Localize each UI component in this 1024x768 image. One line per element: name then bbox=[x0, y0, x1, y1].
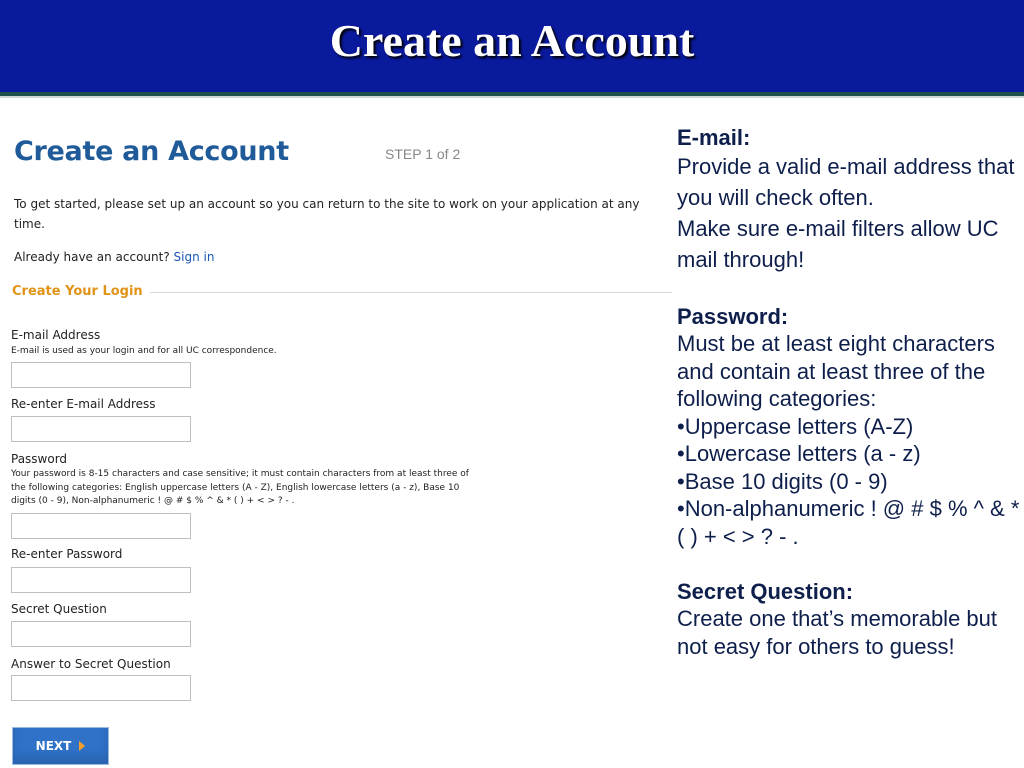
next-button-label: NEXT bbox=[35, 739, 72, 753]
secret-answer-input[interactable] bbox=[11, 675, 191, 701]
slide-title: Create an Account bbox=[329, 15, 695, 66]
password-confirm-label: Re-enter Password bbox=[11, 547, 123, 561]
password-confirm-input[interactable] bbox=[11, 567, 191, 593]
form-heading: Create an Account bbox=[14, 136, 289, 167]
section-divider bbox=[150, 292, 672, 293]
password-note-bullet: •Uppercase letters (A-Z) bbox=[677, 413, 914, 439]
email-note-line: Make sure e-mail filters allow UC mail through! bbox=[677, 216, 999, 272]
email-note-line: Provide a valid e-mail address that you will check often. bbox=[677, 154, 1015, 210]
header-divider bbox=[0, 96, 1024, 98]
password-note-heading: Password: bbox=[677, 304, 789, 329]
email-note bbox=[677, 124, 1021, 275]
secret-note bbox=[677, 578, 1021, 660]
password-note-bullet: •Base 10 digits (0 - 9) bbox=[677, 468, 888, 494]
step-indicator: STEP 1 of 2 bbox=[385, 146, 461, 162]
email-note-heading: E-mail: bbox=[677, 125, 751, 150]
password-hint: Your password is 8-15 characters and case sensitive; it must contain characters from at least three of the following categories: English uppercase letters (A - Z), English lowercase letters (a - z), Base 10 digits (0 - 9), Non-alphanumeric ! @ # $ % ^ & * ( ) + < > ? - . bbox=[11, 469, 469, 506]
password-input[interactable] bbox=[11, 513, 191, 539]
sign-in-link[interactable]: Sign in bbox=[173, 250, 215, 264]
signin-prompt: Already have an account? bbox=[14, 250, 170, 264]
section-title-create-login: Create Your Login bbox=[12, 284, 143, 299]
email-confirm-label: Re-enter E-mail Address bbox=[11, 397, 156, 411]
email-input[interactable] bbox=[11, 362, 191, 388]
email-hint: E-mail is used as your login and for all UC correspondence. bbox=[11, 346, 277, 356]
password-note-bullet: •Non-alphanumeric ! @ # $ % ^ & * ( ) + < > ? - . bbox=[677, 496, 1020, 549]
next-button[interactable] bbox=[12, 727, 109, 765]
secret-question-input[interactable] bbox=[11, 621, 191, 647]
secret-answer-label: Answer to Secret Question bbox=[11, 657, 171, 671]
account-form-screenshot bbox=[0, 110, 672, 768]
signin-prompt-line bbox=[14, 250, 214, 264]
password-note-line: Must be at least eight characters and contain at least three of the following categories: bbox=[677, 331, 995, 411]
secret-note-heading: Secret Question: bbox=[677, 579, 854, 604]
spacer bbox=[677, 275, 1021, 303]
password-label: Password bbox=[11, 452, 68, 466]
secret-question-label: Secret Question bbox=[11, 602, 107, 616]
secret-note-line: Create one that’s memorable but not easy for others to guess! bbox=[677, 606, 997, 659]
email-confirm-input[interactable] bbox=[11, 416, 191, 442]
password-note-bullet: •Lowercase letters (a - z) bbox=[677, 441, 921, 466]
spacer bbox=[677, 550, 1021, 578]
notes-panel bbox=[677, 124, 1021, 660]
slide-header bbox=[0, 0, 1024, 96]
arrow-right-icon bbox=[79, 741, 85, 751]
email-label: E-mail Address bbox=[11, 328, 101, 342]
password-note bbox=[677, 303, 1021, 550]
intro-text: To get started, please set up an account so you can return to the site to work on your application at any time. bbox=[14, 197, 640, 231]
